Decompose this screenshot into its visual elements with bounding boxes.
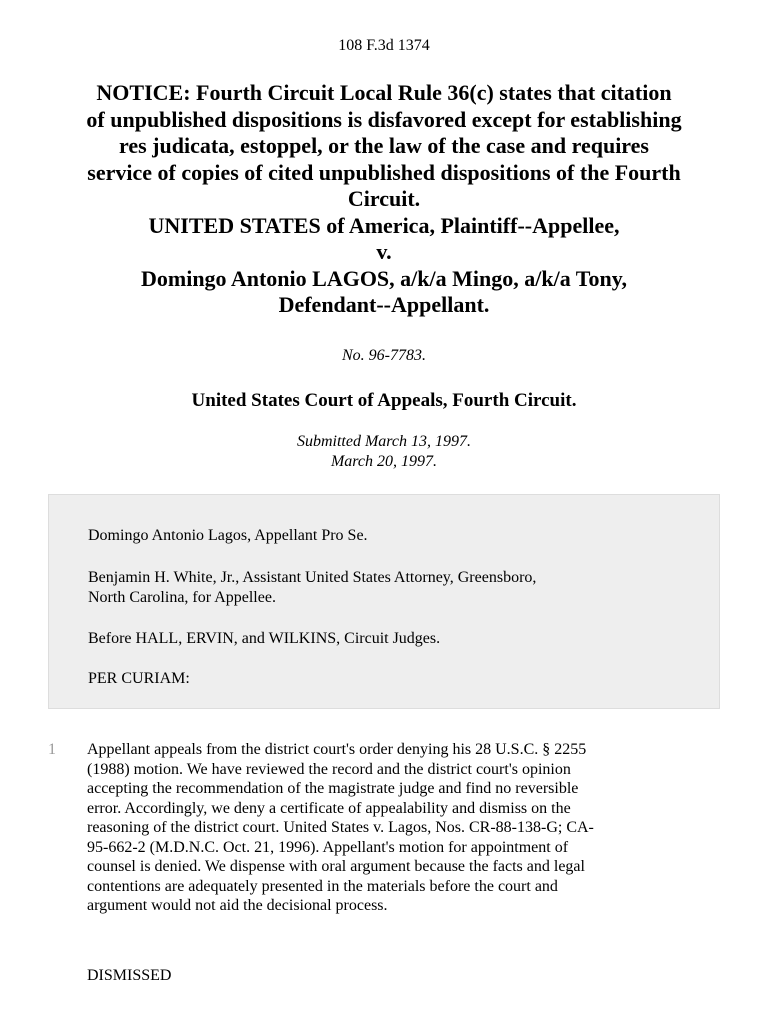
parties-line: v. bbox=[376, 239, 392, 264]
paragraph-number: 1 bbox=[48, 741, 56, 758]
opinion-paragraph bbox=[87, 740, 727, 916]
panel-judges: Before HALL, ERVIN, and WILKINS, Circuit Judges. bbox=[88, 630, 441, 647]
disposition: DISMISSED bbox=[87, 967, 172, 984]
appellant-counsel: Domingo Antonio Lagos, Appellant Pro Se. bbox=[88, 527, 368, 544]
court-name: United States Court of Appeals, Fourth Circuit. bbox=[191, 390, 577, 411]
decided-date: March 20, 1997. bbox=[330, 453, 438, 470]
appellee-counsel-line: North Carolina, for Appellee. bbox=[88, 589, 276, 606]
opinion-line: accepting the recommendation of the magistrate judge and find no reversible bbox=[87, 780, 579, 797]
opinion-line: Appellant appeals from the district court's order denying his 28 U.S.C. § 2255 bbox=[87, 741, 587, 758]
case-heading bbox=[40, 80, 728, 319]
docket-number: No. 96-7783. bbox=[342, 347, 426, 364]
counsel-box bbox=[48, 494, 720, 709]
parties-line: UNITED STATES of America, Plaintiff--Appellee, bbox=[148, 212, 620, 238]
opinion-line: error. Accordingly, we deny a certificate of appealability and dismiss on the bbox=[87, 799, 571, 817]
opinion-line: counsel is denied. We dispense with oral argument because the facts and legal bbox=[87, 858, 585, 875]
opinion-line: 95-662-2 (M.D.N.C. Oct. 21, 1996). Appellant's motion for appointment of bbox=[87, 838, 569, 856]
appellee-counsel-line: Benjamin H. White, Jr., Assistant United States Attorney, Greensboro, bbox=[88, 569, 537, 586]
notice-line: Circuit. bbox=[347, 186, 421, 211]
case-citation: 108 F.3d 1374 bbox=[338, 37, 430, 54]
per-curiam: PER CURIAM: bbox=[88, 670, 190, 687]
notice-line: service of copies of cited unpublished dispositions of the Fourth bbox=[87, 159, 681, 185]
opinion-line: argument would not aid the decisional process. bbox=[87, 897, 388, 914]
parties-line: Domingo Antonio LAGOS, a/k/a Mingo, a/k/a Tony, bbox=[141, 265, 627, 291]
parties-line: Defendant--Appellant. bbox=[278, 292, 490, 317]
submitted-date: Submitted March 13, 1997. bbox=[296, 433, 472, 450]
opinion-line: (1988) motion. We have reviewed the record and the district court's opinion bbox=[87, 760, 571, 778]
notice-line: of unpublished dispositions is disfavored except for establishing bbox=[86, 106, 682, 132]
opinion-line: contentions are adequately presented in the materials before the court and bbox=[87, 877, 558, 895]
notice-line: res judicata, estoppel, or the law of the case and requires bbox=[118, 133, 649, 158]
opinion-line: reasoning of the district court. United States v. Lagos, Nos. CR-88-138-G; CA- bbox=[87, 819, 594, 836]
decision-dates bbox=[0, 432, 768, 472]
notice-line: NOTICE: Fourth Circuit Local Rule 36(c) states that citation bbox=[96, 80, 672, 105]
